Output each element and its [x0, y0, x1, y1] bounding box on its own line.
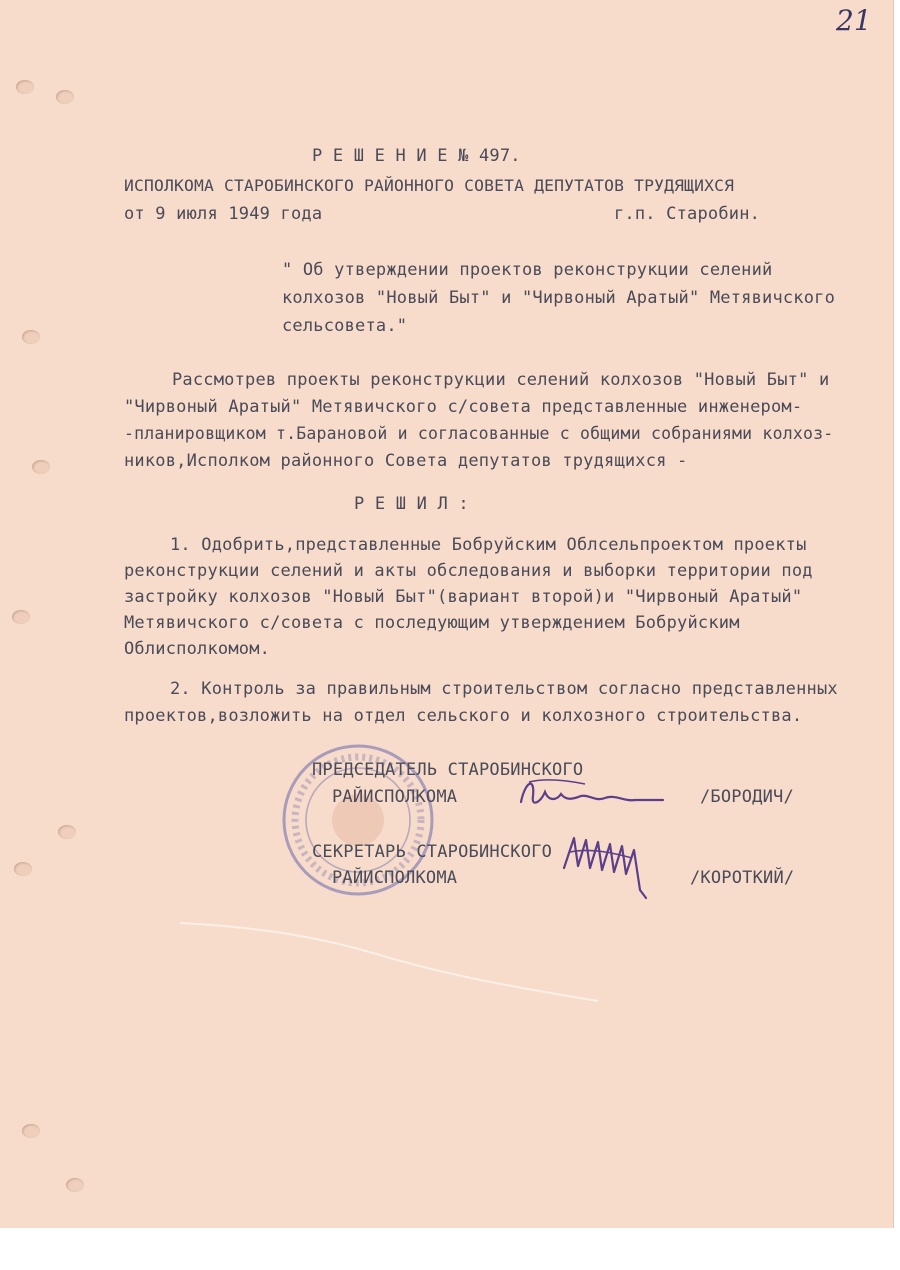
binder-hole: [22, 1124, 40, 1138]
resolved-heading: Р Е Ш И Л :: [354, 494, 469, 514]
preamble-line: ников,Исполком районного Совета депутатов трудящихся -: [124, 451, 688, 471]
issuer-line: ИСПОЛКОМА СТАРОБИНСКОГО РАЙОННОГО СОВЕТА ДЕПУТАТОВ ТРУДЯЩИХСЯ: [124, 176, 735, 195]
binder-hole: [56, 90, 74, 104]
subject-line: сельсовета.": [282, 316, 408, 336]
secretary-name: /КОРОТКИЙ/: [690, 868, 795, 888]
document-date: от 9 июля 1949 года: [124, 204, 323, 224]
resolution-item-2: проектов,возложить на отдел сельского и колхозного строительства.: [124, 706, 803, 726]
subject-line: " Об утверждении проектов реконструкции селений: [282, 260, 773, 280]
binder-hole: [58, 825, 76, 839]
page-number: 21: [836, 4, 872, 37]
binder-hole: [14, 862, 32, 876]
binder-hole: [66, 1178, 84, 1192]
binder-hole: [22, 330, 40, 344]
resolution-item-1: Облисполкомом.: [124, 639, 271, 659]
resolution-item-1: реконструкции селений и акты обследования и выборки территории под: [124, 561, 813, 581]
resolution-item-2: 2. Контроль за правильным строительством согласно представленных: [170, 679, 838, 699]
resolution-item-1: Метявичского с/совета с последующим утверждением Бобруйским: [124, 613, 740, 633]
resolution-item-1: 1. Одобрить,представленные Бобруйским Облсельпроектом проекты: [170, 535, 807, 555]
document-title: Р Е Ш Е Н И Е № 497.: [312, 146, 521, 166]
preamble-line: "Чирвоный Аратый" Метявичского с/совета представленные инженером-: [124, 397, 803, 417]
secretary-title: СЕКРЕТАРЬ СТАРОБИНСКОГО: [312, 842, 553, 862]
binder-hole: [12, 610, 30, 624]
preamble-line: Рассмотрев проекты реконструкции селений колхозов "Новый Быт" и: [172, 370, 830, 390]
chairman-title: РАЙИСПОЛКОМА: [332, 787, 458, 807]
chairman-title: ПРЕДСЕДАТЕЛЬ СТАРОБИНСКОГО: [312, 760, 584, 780]
resolution-item-1: застройку колхозов "Новый Быт"(вариант второй)и "Чирвоный Аратый": [124, 587, 803, 607]
preamble-line: -планировщиком т.Барановой и согласованные с общими собраниями колхоз-: [124, 424, 834, 443]
subject-line: колхозов "Новый Быт" и "Чирвоный Аратый" Метявичского: [282, 288, 836, 308]
binder-hole: [16, 80, 34, 94]
paper-crease: [180, 915, 600, 1005]
chairman-name: /БОРОДИЧ/: [700, 787, 794, 807]
secretary-signature: [560, 828, 660, 903]
secretary-title: РАЙИСПОЛКОМА: [332, 868, 458, 888]
binder-hole: [32, 460, 50, 474]
document-place: г.п. Старобин.: [614, 204, 761, 224]
chairman-signature: [515, 772, 675, 822]
